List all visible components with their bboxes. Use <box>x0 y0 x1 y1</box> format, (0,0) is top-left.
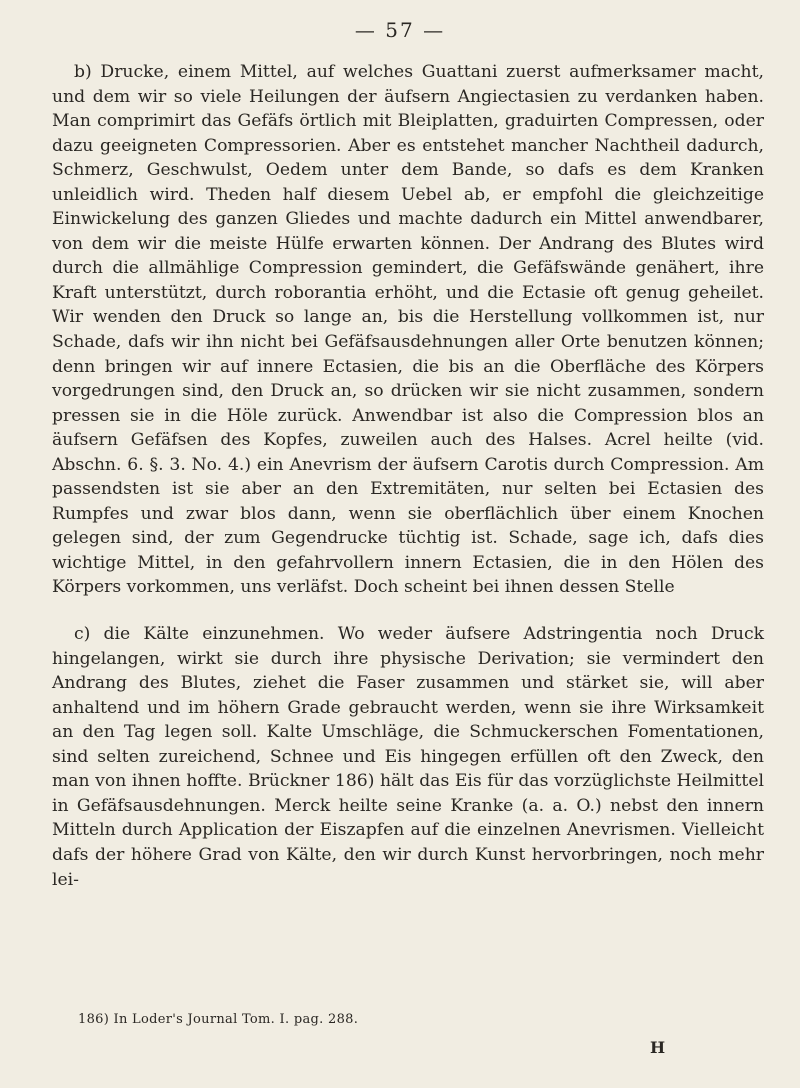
page-number: — 57 — <box>354 18 446 42</box>
paragraph-b: b) Drucke, einem Mittel, auf welches Guattani zuerst aufmerksamer macht, und dem wir so viele Heilungen der äufsern Angiectasien zu verdanken haben. Man comprimirt das Gefäfs örtlich mit Bleiplatten, graduirten Compressen, oder dazu geeigneten Compressorien. Aber es entstehet mancher Nachtheil dadurch, Schmerz, Geschwulst, Oedem unter dem Bande, so dafs es dem Kranken unleidlich wird. Theden half diesem Uebel ab, er empfohl die gleichzeitige Einwickelung des ganzen Gliedes und machte dadurch ein Mittel anwendbarer, von dem wir die meiste Hülfe erwarten können. Der Andrang des Blutes wird durch die allmählige Compression gemindert, die Gefäfswände genähert, ihre Kraft unterstützt, durch roborantia erhöht, und die Ectasie oft genug geheilet. Wir wenden den Druck so lange an, bis die Herstellung vollkommen ist, nur Schade, dafs wir ihn nicht bei Gefäfsausdehnungen aller Orte benutzen können; denn bringen wir auf innere Ectasien, die bis an die Oberfläche des Körpers vorgedrungen sind, den Druck an, so drücken wir sie nicht zusammen, sondern pressen sie in die Höle zurück. Anwendbar ist also die Compression blos an äufsern Gefäfsen des Kopfes, zuweilen auch des Halses. Acrel heilte (vid. Abschn. 6. §. 3. No. 4.) ein Anevrism der äufsern Carotis durch Compression. Am passendsten ist sie aber an den Extremitäten, nur selten bei Ectasien des Rumpfes und zwar blos dann, wenn sie oberflächlich über einem Knochen gelegen sind, der zum Gegendrucke tüchtig ist. Schade, sage ich, dafs dies wichtige Mittel, in den gefahrvollern innern Ectasien, die in den Hölen des Körpers vorkommen, uns verläfst. Doch scheint bei ihnen dessen Stelle <box>52 62 764 598</box>
signature-mark: H <box>650 1038 666 1057</box>
paragraph-c: c) die Kälte einzunehmen. Wo weder äufsere Adstringentia noch Druck hingelangen, wirkt sie durch ihre physische Derivation; sie vermindert den Andrang des Blutes, ziehet die Faser zusammen und stärket sie, will aber anhaltend und im höhern Grade gebraucht werden, wenn sie ihre Wirksamkeit an den Tag legen soll. Kalte Umschläge, die Schmuckerschen Fomentationen, sind selten zureichend, Schnee und Eis hingegen erfüllen oft den Zweck, den man von ihnen hoffte. Brückner 186) hält das Eis für das vorzüglichste Heilmittel in Gefäfsausdehnungen. Merck heilte seine Kranke (a. a. O.) nebst den innern Mitteln durch Application der Eiszapfen auf die einzelnen Anevrismen. Vielleicht dafs der höhere Grad von Kälte, den wir durch Kunst hervorbringen, noch mehr lei- <box>52 624 764 890</box>
footnote: 186) In Loder's Journal Tom. I. pag. 288. <box>78 1012 359 1027</box>
body-text <box>52 60 764 892</box>
